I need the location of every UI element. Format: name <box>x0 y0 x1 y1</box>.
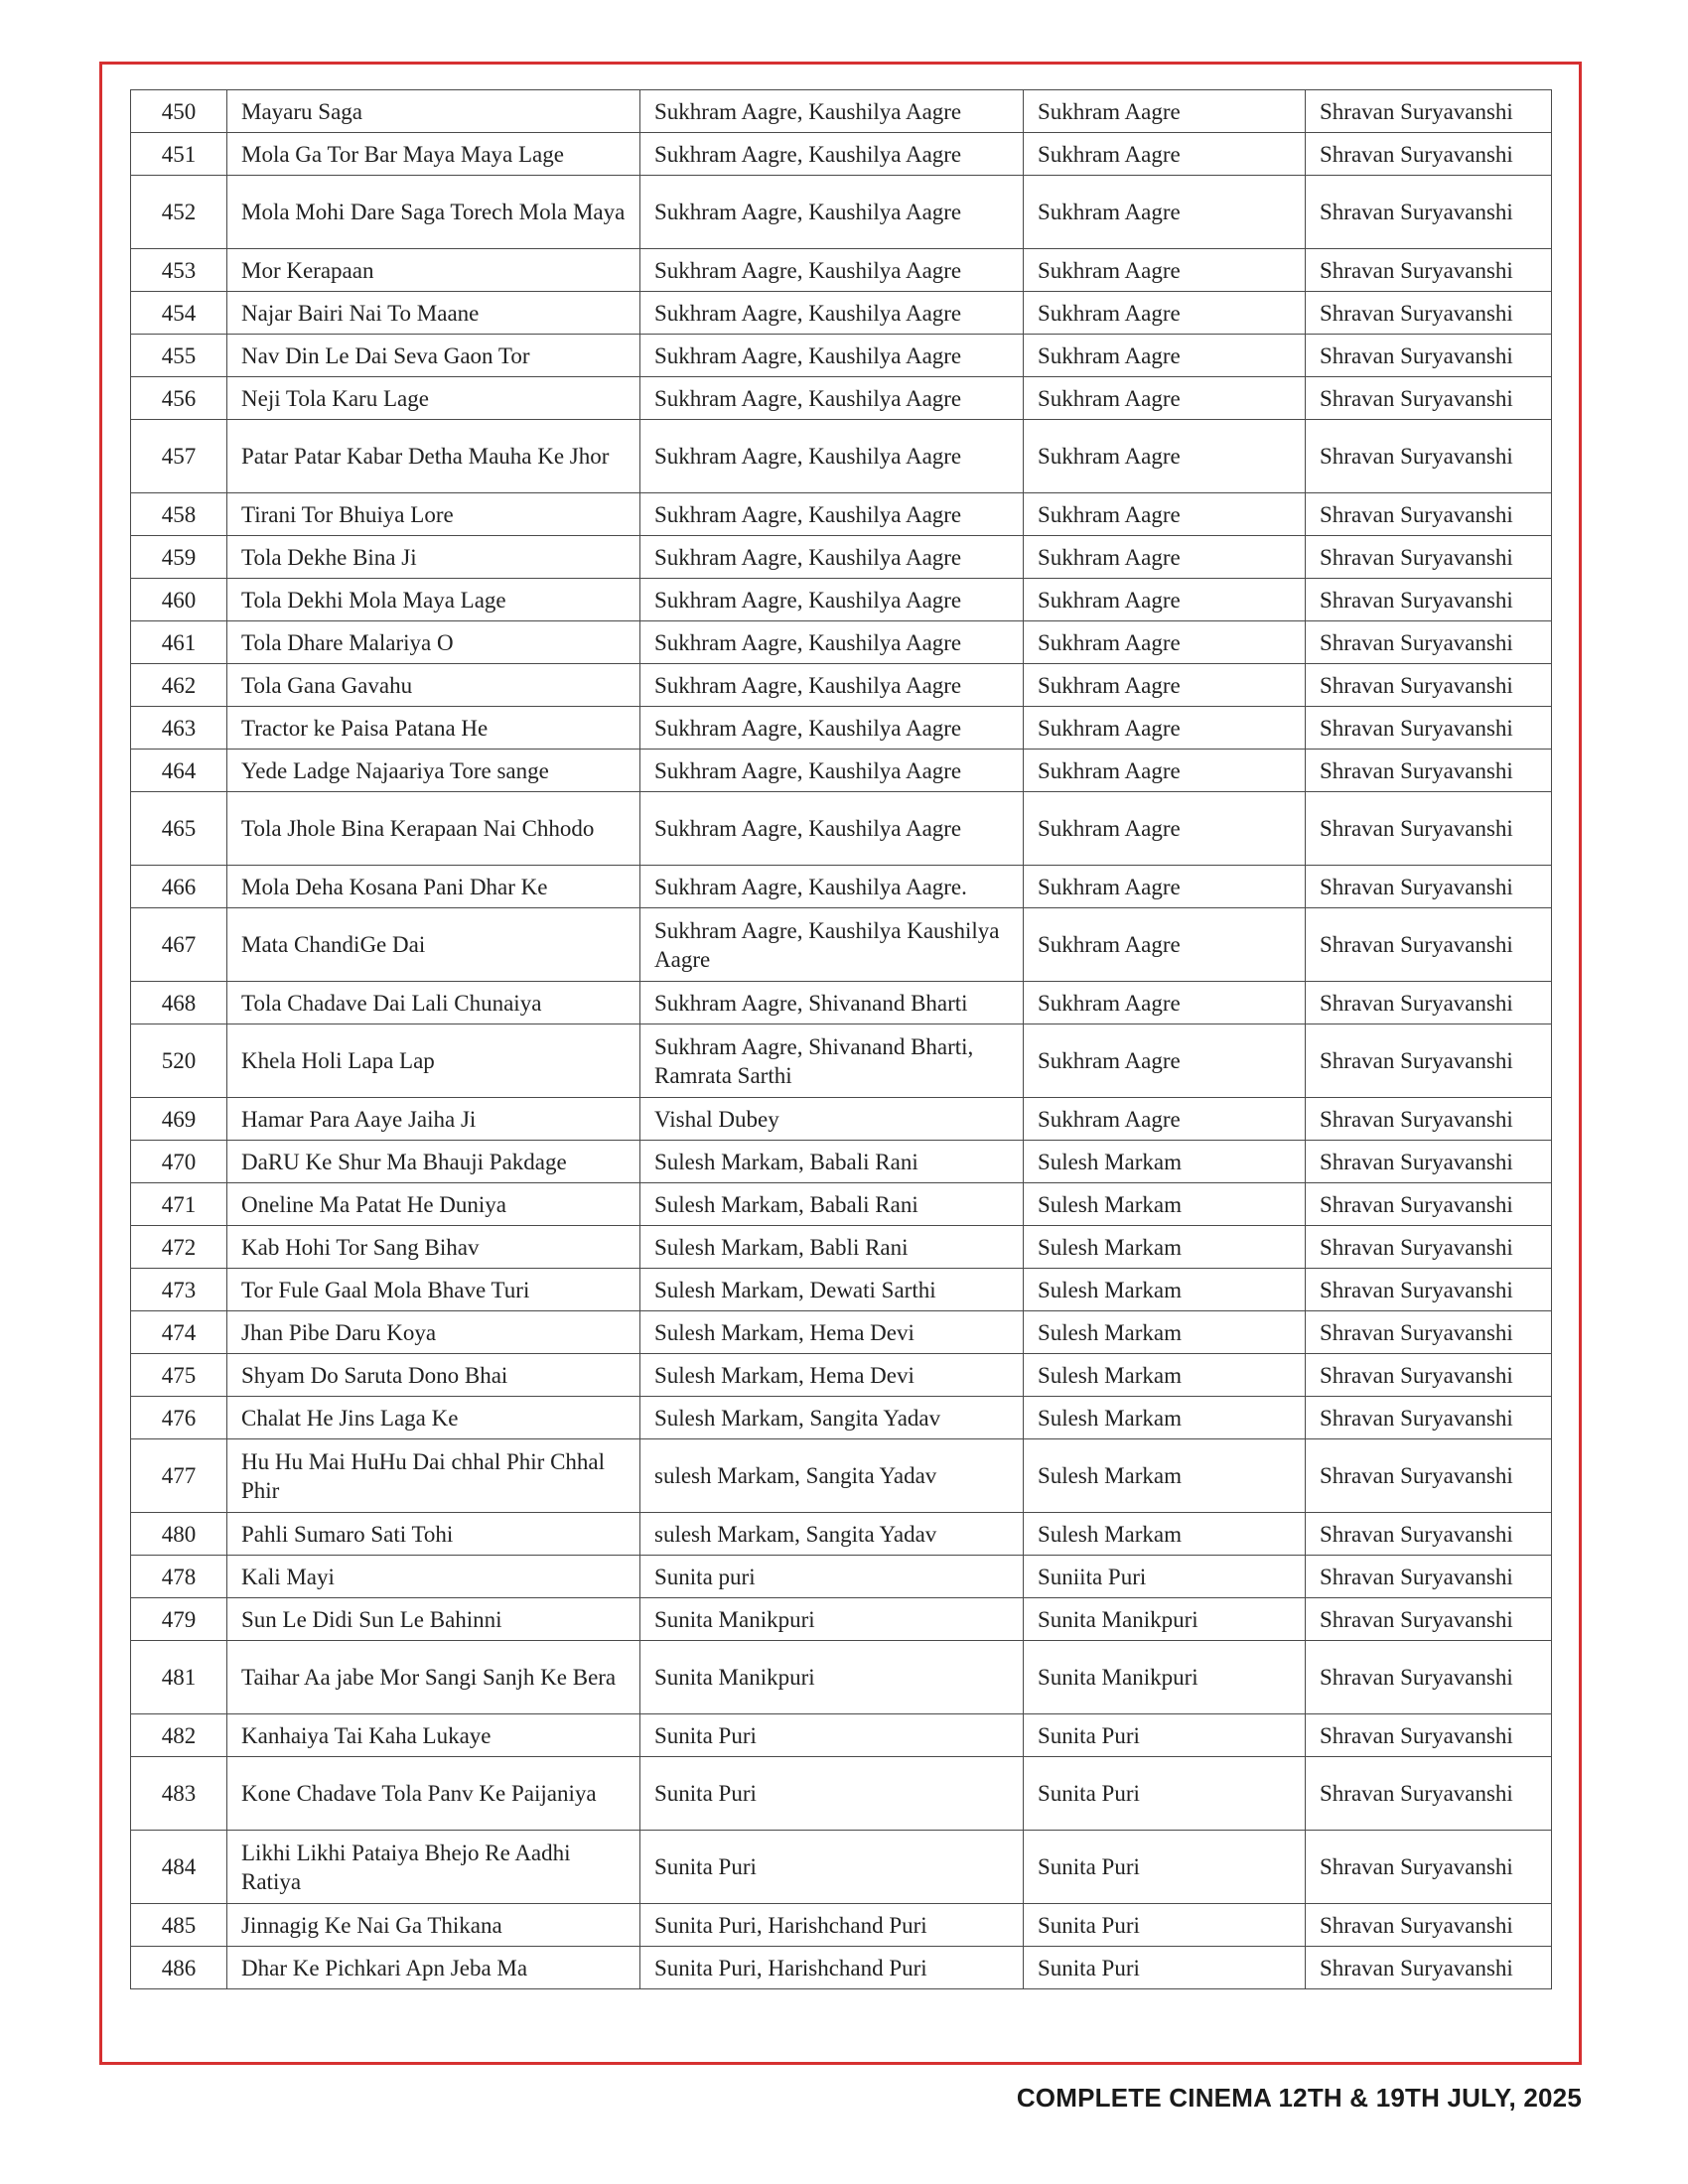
singers-cell: Sukhram Aagre, Kaushilya Aagre <box>640 133 1024 176</box>
lyricist-cell: Shravan Suryavanshi <box>1306 664 1552 707</box>
singers-cell: Sukhram Aagre, Kaushilya Aagre <box>640 579 1024 621</box>
singers-cell: Sunita Puri <box>640 1714 1024 1757</box>
song-title-cell: Jinnagig Ke Nai Ga Thikana <box>227 1904 640 1947</box>
song-title-cell: Nav Din Le Dai Seva Gaon Tor <box>227 335 640 377</box>
table-row <box>131 1226 1552 1269</box>
song-number-cell: 479 <box>131 1598 227 1641</box>
song-title-cell: Yede Ladge Najaariya Tore sange <box>227 750 640 792</box>
lyricist-cell: Shravan Suryavanshi <box>1306 176 1552 249</box>
table-row <box>131 335 1552 377</box>
song-title-cell: Likhi Likhi Pataiya Bhejo Re Aadhi Ratiya <box>227 1831 640 1904</box>
song-number-cell: 481 <box>131 1641 227 1714</box>
song-title-cell: Hamar Para Aaye Jaiha Ji <box>227 1098 640 1141</box>
song-title-cell: Tola Gana Gavahu <box>227 664 640 707</box>
song-title-cell: Sun Le Didi Sun Le Bahinni <box>227 1598 640 1641</box>
singers-cell: Sukhram Aagre, Kaushilya Aagre <box>640 377 1024 420</box>
song-number-cell: 460 <box>131 579 227 621</box>
table-row <box>131 1904 1552 1947</box>
lyricist-cell: Shravan Suryavanshi <box>1306 1024 1552 1098</box>
lyricist-cell: Shravan Suryavanshi <box>1306 420 1552 493</box>
music-director-cell: Sukhram Aagre <box>1024 249 1306 292</box>
singers-cell: sulesh Markam, Sangita Yadav <box>640 1439 1024 1513</box>
singers-cell: Sukhram Aagre, Kaushilya Aagre <box>640 176 1024 249</box>
song-title-cell: Tola Dekhi Mola Maya Lage <box>227 579 640 621</box>
singers-cell: Vishal Dubey <box>640 1098 1024 1141</box>
singers-cell: Sukhram Aagre, Kaushilya Aagre <box>640 707 1024 750</box>
song-title-cell: Mata ChandiGe Dai <box>227 908 640 982</box>
music-director-cell: Sukhram Aagre <box>1024 335 1306 377</box>
singers-cell: Sunita puri <box>640 1556 1024 1598</box>
song-number-cell: 486 <box>131 1947 227 1989</box>
song-title-cell: Mola Deha Kosana Pani Dhar Ke <box>227 866 640 908</box>
singers-cell: Sukhram Aagre, Kaushilya Kaushilya Aagre <box>640 908 1024 982</box>
music-director-cell: Sukhram Aagre <box>1024 792 1306 866</box>
music-director-cell: Suniita Puri <box>1024 1556 1306 1598</box>
lyricist-cell: Shravan Suryavanshi <box>1306 866 1552 908</box>
song-number-cell: 471 <box>131 1183 227 1226</box>
song-title-cell: Pahli Sumaro Sati Tohi <box>227 1513 640 1556</box>
lyricist-cell: Shravan Suryavanshi <box>1306 1269 1552 1311</box>
song-number-cell: 462 <box>131 664 227 707</box>
table-row <box>131 1311 1552 1354</box>
table-row <box>131 982 1552 1024</box>
music-director-cell: Sukhram Aagre <box>1024 90 1306 133</box>
lyricist-cell: Shravan Suryavanshi <box>1306 377 1552 420</box>
song-title-cell: Tor Fule Gaal Mola Bhave Turi <box>227 1269 640 1311</box>
table-row <box>131 176 1552 249</box>
song-title-cell: Neji Tola Karu Lage <box>227 377 640 420</box>
table-row <box>131 1556 1552 1598</box>
song-title-cell: Kab Hohi Tor Sang Bihav <box>227 1226 640 1269</box>
song-title-cell: Mola Mohi Dare Saga Torech Mola Maya <box>227 176 640 249</box>
song-number-cell: 461 <box>131 621 227 664</box>
music-director-cell: Sukhram Aagre <box>1024 1098 1306 1141</box>
singers-cell: Sukhram Aagre, Kaushilya Aagre <box>640 90 1024 133</box>
lyricist-cell: Shravan Suryavanshi <box>1306 1354 1552 1397</box>
lyricist-cell: Shravan Suryavanshi <box>1306 1831 1552 1904</box>
singers-cell: Sulesh Markam, Hema Devi <box>640 1354 1024 1397</box>
song-title-cell: Kanhaiya Tai Kaha Lukaye <box>227 1714 640 1757</box>
lyricist-cell: Shravan Suryavanshi <box>1306 792 1552 866</box>
song-number-cell: 457 <box>131 420 227 493</box>
singers-cell: Sulesh Markam, Dewati Sarthi <box>640 1269 1024 1311</box>
singers-cell: Sukhram Aagre, Kaushilya Aagre <box>640 664 1024 707</box>
singers-cell: Sulesh Markam, Babli Rani <box>640 1226 1024 1269</box>
music-director-cell: Sulesh Markam <box>1024 1311 1306 1354</box>
music-director-cell: Sukhram Aagre <box>1024 377 1306 420</box>
lyricist-cell: Shravan Suryavanshi <box>1306 1598 1552 1641</box>
lyricist-cell: Shravan Suryavanshi <box>1306 1714 1552 1757</box>
lyricist-cell: Shravan Suryavanshi <box>1306 908 1552 982</box>
song-number-cell: 459 <box>131 536 227 579</box>
singers-cell: Sukhram Aagre, Kaushilya Aagre <box>640 792 1024 866</box>
table-row <box>131 1757 1552 1831</box>
song-title-cell: Patar Patar Kabar Detha Mauha Ke Jhor <box>227 420 640 493</box>
song-number-cell: 478 <box>131 1556 227 1598</box>
table-row <box>131 1598 1552 1641</box>
music-director-cell: Sukhram Aagre <box>1024 536 1306 579</box>
lyricist-cell: Shravan Suryavanshi <box>1306 750 1552 792</box>
lyricist-cell: Shravan Suryavanshi <box>1306 1641 1552 1714</box>
singers-cell: sulesh Markam, Sangita Yadav <box>640 1513 1024 1556</box>
lyricist-cell: Shravan Suryavanshi <box>1306 493 1552 536</box>
table-row <box>131 1641 1552 1714</box>
song-number-cell: 452 <box>131 176 227 249</box>
singers-cell: Sunita Puri, Harishchand Puri <box>640 1904 1024 1947</box>
table-row <box>131 1513 1552 1556</box>
song-title-cell: Taihar Aa jabe Mor Sangi Sanjh Ke Bera <box>227 1641 640 1714</box>
song-number-cell: 484 <box>131 1831 227 1904</box>
table-row <box>131 536 1552 579</box>
music-director-cell: Sunita Manikpuri <box>1024 1641 1306 1714</box>
singers-cell: Sunita Puri, Harishchand Puri <box>640 1947 1024 1989</box>
lyricist-cell: Shravan Suryavanshi <box>1306 335 1552 377</box>
music-director-cell: Sukhram Aagre <box>1024 908 1306 982</box>
table-row <box>131 1098 1552 1141</box>
song-number-cell: 469 <box>131 1098 227 1141</box>
song-number-cell: 450 <box>131 90 227 133</box>
music-director-cell: Sukhram Aagre <box>1024 292 1306 335</box>
song-number-cell: 474 <box>131 1311 227 1354</box>
music-director-cell: Sukhram Aagre <box>1024 176 1306 249</box>
lyricist-cell: Shravan Suryavanshi <box>1306 1183 1552 1226</box>
song-title-cell: DaRU Ke Shur Ma Bhauji Pakdage <box>227 1141 640 1183</box>
song-table <box>130 89 1552 1989</box>
table-row <box>131 1397 1552 1439</box>
song-number-cell: 468 <box>131 982 227 1024</box>
singers-cell: Sukhram Aagre, Kaushilya Aagre <box>640 750 1024 792</box>
table-row <box>131 1714 1552 1757</box>
lyricist-cell: Shravan Suryavanshi <box>1306 579 1552 621</box>
song-title-cell: Tirani Tor Bhuiya Lore <box>227 493 640 536</box>
song-number-cell: 473 <box>131 1269 227 1311</box>
song-number-cell: 465 <box>131 792 227 866</box>
lyricist-cell: Shravan Suryavanshi <box>1306 1757 1552 1831</box>
lyricist-cell: Shravan Suryavanshi <box>1306 707 1552 750</box>
song-title-cell: Mor Kerapaan <box>227 249 640 292</box>
table-row <box>131 1024 1552 1098</box>
music-director-cell: Sukhram Aagre <box>1024 866 1306 908</box>
music-director-cell: Sukhram Aagre <box>1024 1024 1306 1098</box>
song-number-cell: 480 <box>131 1513 227 1556</box>
lyricist-cell: Shravan Suryavanshi <box>1306 1947 1552 1989</box>
singers-cell: Sulesh Markam, Hema Devi <box>640 1311 1024 1354</box>
table-row <box>131 1183 1552 1226</box>
song-title-cell: Shyam Do Saruta Dono Bhai <box>227 1354 640 1397</box>
song-number-cell: 466 <box>131 866 227 908</box>
music-director-cell: Sulesh Markam <box>1024 1439 1306 1513</box>
song-number-cell: 463 <box>131 707 227 750</box>
table-row <box>131 133 1552 176</box>
lyricist-cell: Shravan Suryavanshi <box>1306 621 1552 664</box>
song-number-cell: 451 <box>131 133 227 176</box>
song-number-cell: 483 <box>131 1757 227 1831</box>
singers-cell: Sunita Puri <box>640 1757 1024 1831</box>
song-number-cell: 485 <box>131 1904 227 1947</box>
song-number-cell: 470 <box>131 1141 227 1183</box>
song-title-cell: Hu Hu Mai HuHu Dai chhal Phir Chhal Phir <box>227 1439 640 1513</box>
lyricist-cell: Shravan Suryavanshi <box>1306 90 1552 133</box>
table-row <box>131 908 1552 982</box>
music-director-cell: Sunita Puri <box>1024 1947 1306 1989</box>
song-number-cell: 458 <box>131 493 227 536</box>
lyricist-cell: Shravan Suryavanshi <box>1306 1098 1552 1141</box>
table-row <box>131 249 1552 292</box>
singers-cell: Sunita Manikpuri <box>640 1641 1024 1714</box>
table-row <box>131 1141 1552 1183</box>
music-director-cell: Sulesh Markam <box>1024 1513 1306 1556</box>
song-title-cell: Dhar Ke Pichkari Apn Jeba Ma <box>227 1947 640 1989</box>
table-row <box>131 1831 1552 1904</box>
singers-cell: Sukhram Aagre, Kaushilya Aagre <box>640 420 1024 493</box>
table-row <box>131 750 1552 792</box>
lyricist-cell: Shravan Suryavanshi <box>1306 1556 1552 1598</box>
table-row <box>131 377 1552 420</box>
music-director-cell: Sukhram Aagre <box>1024 579 1306 621</box>
song-title-cell: Mayaru Saga <box>227 90 640 133</box>
music-director-cell: Sukhram Aagre <box>1024 982 1306 1024</box>
song-title-cell: Khela Holi Lapa Lap <box>227 1024 640 1098</box>
music-director-cell: Sunita Puri <box>1024 1904 1306 1947</box>
song-number-cell: 482 <box>131 1714 227 1757</box>
song-number-cell: 467 <box>131 908 227 982</box>
singers-cell: Sukhram Aagre, Kaushilya Aagre <box>640 335 1024 377</box>
table-row <box>131 292 1552 335</box>
singers-cell: Sunita Manikpuri <box>640 1598 1024 1641</box>
song-number-cell: 453 <box>131 249 227 292</box>
lyricist-cell: Shravan Suryavanshi <box>1306 133 1552 176</box>
song-number-cell: 455 <box>131 335 227 377</box>
table-row <box>131 866 1552 908</box>
music-director-cell: Sulesh Markam <box>1024 1226 1306 1269</box>
singers-cell: Sunita Puri <box>640 1831 1024 1904</box>
song-title-cell: Mola Ga Tor Bar Maya Maya Lage <box>227 133 640 176</box>
music-director-cell: Sulesh Markam <box>1024 1354 1306 1397</box>
lyricist-cell: Shravan Suryavanshi <box>1306 1397 1552 1439</box>
singers-cell: Sulesh Markam, Babali Rani <box>640 1141 1024 1183</box>
lyricist-cell: Shravan Suryavanshi <box>1306 1141 1552 1183</box>
music-director-cell: Sukhram Aagre <box>1024 707 1306 750</box>
singers-cell: Sukhram Aagre, Kaushilya Aagre <box>640 621 1024 664</box>
table-row <box>131 493 1552 536</box>
music-director-cell: Sulesh Markam <box>1024 1141 1306 1183</box>
song-title-cell: Najar Bairi Nai To Maane <box>227 292 640 335</box>
singers-cell: Sukhram Aagre, Kaushilya Aagre <box>640 536 1024 579</box>
song-title-cell: Jhan Pibe Daru Koya <box>227 1311 640 1354</box>
music-director-cell: Sukhram Aagre <box>1024 664 1306 707</box>
table-row <box>131 1439 1552 1513</box>
table-row <box>131 1269 1552 1311</box>
table-row <box>131 621 1552 664</box>
table-row <box>131 707 1552 750</box>
lyricist-cell: Shravan Suryavanshi <box>1306 1439 1552 1513</box>
song-title-cell: Tola Chadave Dai Lali Chunaiya <box>227 982 640 1024</box>
song-title-cell: Kali Mayi <box>227 1556 640 1598</box>
table-row <box>131 90 1552 133</box>
music-director-cell: Sulesh Markam <box>1024 1397 1306 1439</box>
music-director-cell: Sulesh Markam <box>1024 1269 1306 1311</box>
song-title-cell: Chalat He Jins Laga Ke <box>227 1397 640 1439</box>
table-row <box>131 792 1552 866</box>
song-title-cell: Kone Chadave Tola Panv Ke Paijaniya <box>227 1757 640 1831</box>
music-director-cell: Sukhram Aagre <box>1024 133 1306 176</box>
singers-cell: Sukhram Aagre, Shivanand Bharti, Ramrata Sarthi <box>640 1024 1024 1098</box>
song-table-body <box>131 90 1552 1989</box>
singers-cell: Sukhram Aagre, Kaushilya Aagre <box>640 292 1024 335</box>
song-number-cell: 464 <box>131 750 227 792</box>
music-director-cell: Sulesh Markam <box>1024 1183 1306 1226</box>
table-row <box>131 420 1552 493</box>
song-number-cell: 477 <box>131 1439 227 1513</box>
lyricist-cell: Shravan Suryavanshi <box>1306 292 1552 335</box>
song-number-cell: 454 <box>131 292 227 335</box>
singers-cell: Sukhram Aagre, Kaushilya Aagre. <box>640 866 1024 908</box>
singers-cell: Sulesh Markam, Babali Rani <box>640 1183 1024 1226</box>
lyricist-cell: Shravan Suryavanshi <box>1306 1904 1552 1947</box>
singers-cell: Sukhram Aagre, Kaushilya Aagre <box>640 493 1024 536</box>
song-number-cell: 476 <box>131 1397 227 1439</box>
footer-publication-line: COMPLETE CINEMA 12TH & 19TH JULY, 2025 <box>1016 2083 1582 2113</box>
lyricist-cell: Shravan Suryavanshi <box>1306 1226 1552 1269</box>
song-title-cell: Tola Dekhe Bina Ji <box>227 536 640 579</box>
music-director-cell: Sunita Puri <box>1024 1757 1306 1831</box>
music-director-cell: Sukhram Aagre <box>1024 420 1306 493</box>
singers-cell: Sulesh Markam, Sangita Yadav <box>640 1397 1024 1439</box>
music-director-cell: Sukhram Aagre <box>1024 493 1306 536</box>
lyricist-cell: Shravan Suryavanshi <box>1306 249 1552 292</box>
music-director-cell: Sukhram Aagre <box>1024 621 1306 664</box>
song-title-cell: Tractor ke Paisa Patana He <box>227 707 640 750</box>
music-director-cell: Sunita Puri <box>1024 1714 1306 1757</box>
lyricist-cell: Shravan Suryavanshi <box>1306 536 1552 579</box>
table-row <box>131 1947 1552 1989</box>
song-number-cell: 520 <box>131 1024 227 1098</box>
song-number-cell: 456 <box>131 377 227 420</box>
table-row <box>131 664 1552 707</box>
song-title-cell: Tola Jhole Bina Kerapaan Nai Chhodo <box>227 792 640 866</box>
lyricist-cell: Shravan Suryavanshi <box>1306 982 1552 1024</box>
lyricist-cell: Shravan Suryavanshi <box>1306 1513 1552 1556</box>
song-number-cell: 475 <box>131 1354 227 1397</box>
song-title-cell: Tola Dhare Malariya O <box>227 621 640 664</box>
song-title-cell: Oneline Ma Patat He Duniya <box>227 1183 640 1226</box>
music-director-cell: Sunita Puri <box>1024 1831 1306 1904</box>
singers-cell: Sukhram Aagre, Shivanand Bharti <box>640 982 1024 1024</box>
table-row <box>131 1354 1552 1397</box>
song-number-cell: 472 <box>131 1226 227 1269</box>
table-row <box>131 579 1552 621</box>
lyricist-cell: Shravan Suryavanshi <box>1306 1311 1552 1354</box>
music-director-cell: Sukhram Aagre <box>1024 750 1306 792</box>
singers-cell: Sukhram Aagre, Kaushilya Aagre <box>640 249 1024 292</box>
music-director-cell: Sunita Manikpuri <box>1024 1598 1306 1641</box>
